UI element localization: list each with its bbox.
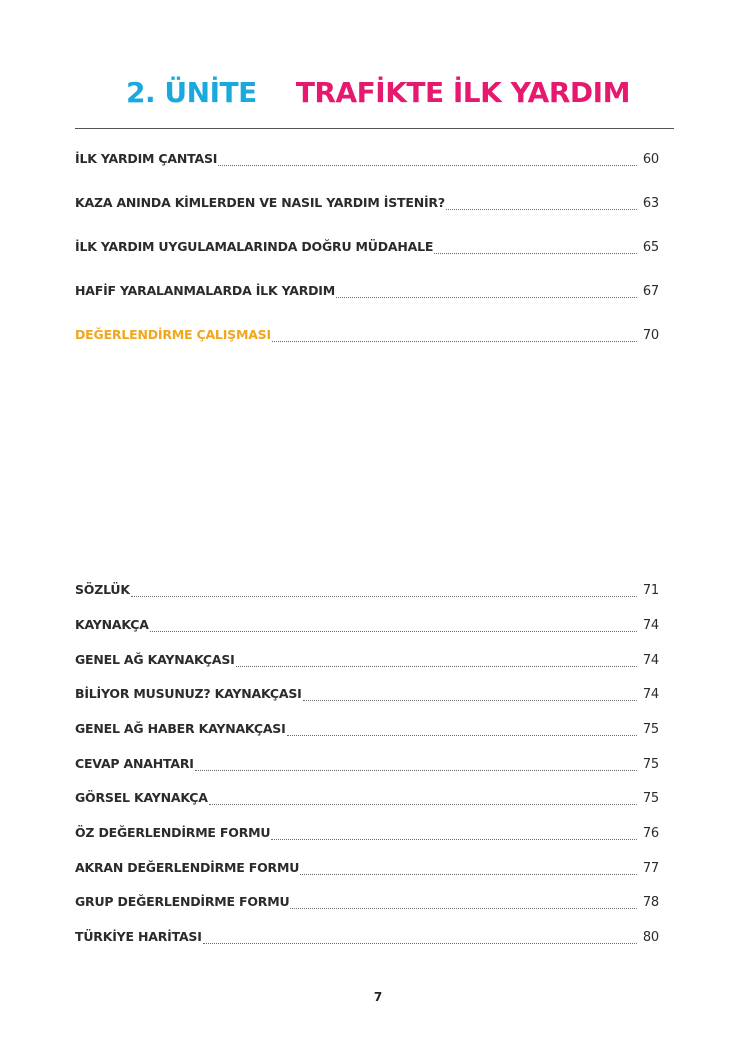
dot-leader (446, 209, 637, 210)
toc-entry-genel-ag-haber-kaynakcasi[interactable] (75, 721, 659, 741)
unit-label: 2. ÜNİTE (126, 76, 257, 109)
dot-leader (271, 839, 637, 840)
toc-entry-page: 70 (642, 328, 659, 343)
dot-leader (434, 253, 637, 254)
dot-leader (195, 770, 637, 771)
dot-leader (236, 666, 637, 667)
dot-leader (131, 596, 637, 597)
toc-entry-page: 74 (642, 687, 659, 702)
toc-entry-sozluk[interactable] (75, 582, 659, 602)
toc-entry-page: 74 (642, 653, 659, 668)
toc-entry-page: 60 (642, 152, 659, 167)
toc-entry-label: HAFİF YARALANMALARDA İLK YARDIM (75, 283, 335, 298)
toc-entry-grup-degerlendirme-formu[interactable] (75, 894, 659, 914)
toc-entry-turkiye-haritasi[interactable] (75, 929, 659, 949)
dot-leader (203, 943, 637, 944)
dot-leader (150, 631, 637, 632)
toc-entry-page: 74 (642, 618, 659, 633)
toc-entry-genel-ag-kaynakcasi[interactable] (75, 652, 659, 672)
toc-entry-label: İLK YARDIM UYGULAMALARINDA DOĞRU MÜDAHALE (75, 239, 434, 254)
toc-entry-label: İLK YARDIM ÇANTASI (75, 151, 218, 166)
dot-leader (209, 804, 637, 805)
toc-entry-hafif-yaralanmalar[interactable] (75, 283, 659, 303)
toc-entry-page: 65 (642, 240, 659, 255)
dot-leader (218, 165, 637, 166)
toc-entry-page: 76 (642, 826, 659, 841)
toc-entry-label: GRUP DEĞERLENDİRME FORMU (75, 894, 290, 909)
dot-leader (303, 700, 637, 701)
toc-entry-label: GENEL AĞ KAYNAKÇASI (75, 652, 235, 667)
toc-entry-label: DEĞERLENDİRME ÇALIŞMASI (75, 327, 271, 342)
toc-entry-page: 77 (642, 861, 659, 876)
toc-entry-page: 75 (642, 722, 659, 737)
page-number: 7 (373, 990, 383, 1004)
dot-leader (290, 908, 637, 909)
unit-title: TRAFİKTE İLK YARDIM (295, 76, 630, 109)
toc-entry-kaza-aninda-yardim[interactable] (75, 195, 659, 215)
toc-entry-label: KAYNAKÇA (75, 617, 149, 632)
toc-entry-page: 63 (642, 196, 659, 211)
toc-entry-label: TÜRKİYE HARİTASI (75, 929, 202, 944)
toc-entry-kaynakca[interactable] (75, 617, 659, 637)
toc-entry-biliyor-musunuz-kaynakcasi[interactable] (75, 686, 659, 706)
toc-entry-page: 71 (642, 583, 659, 598)
toc-entry-akran-degerlendirme-formu[interactable] (75, 860, 659, 880)
toc-entry-cevap-anahtari[interactable] (75, 756, 659, 776)
toc-entry-page: 78 (642, 895, 659, 910)
toc-entry-gorsel-kaynakca[interactable] (75, 790, 659, 810)
toc-entry-label: GÖRSEL KAYNAKÇA (75, 790, 208, 805)
toc-entry-page: 67 (642, 284, 659, 299)
toc-entry-page: 80 (642, 930, 659, 945)
dot-leader (272, 341, 637, 342)
toc-entry-label: BİLİYOR MUSUNUZ? KAYNAKÇASI (75, 686, 302, 701)
dot-leader (336, 297, 637, 298)
header-divider (75, 128, 674, 129)
toc-entry-degerlendirme-calismasi[interactable] (75, 327, 659, 347)
toc-entry-label: AKRAN DEĞERLENDİRME FORMU (75, 860, 300, 875)
toc-entry-oz-degerlendirme-formu[interactable] (75, 825, 659, 845)
toc-entry-label: GENEL AĞ HABER KAYNAKÇASI (75, 721, 286, 736)
toc-entry-page: 75 (642, 791, 659, 806)
toc-entry-dogru-mudahale[interactable] (75, 239, 659, 259)
toc-entry-ilk-yardim-cantasi[interactable] (75, 151, 659, 171)
dot-leader (300, 874, 637, 875)
toc-entry-label: SÖZLÜK (75, 582, 130, 597)
dot-leader (287, 735, 637, 736)
toc-entry-page: 75 (642, 757, 659, 772)
unit-header (0, 76, 756, 120)
toc-entry-label: ÖZ DEĞERLENDİRME FORMU (75, 825, 271, 840)
toc-entry-label: CEVAP ANAHTARI (75, 756, 194, 771)
toc-entry-label: KAZA ANINDA KİMLERDEN VE NASIL YARDIM İSTENİR? (75, 195, 445, 210)
